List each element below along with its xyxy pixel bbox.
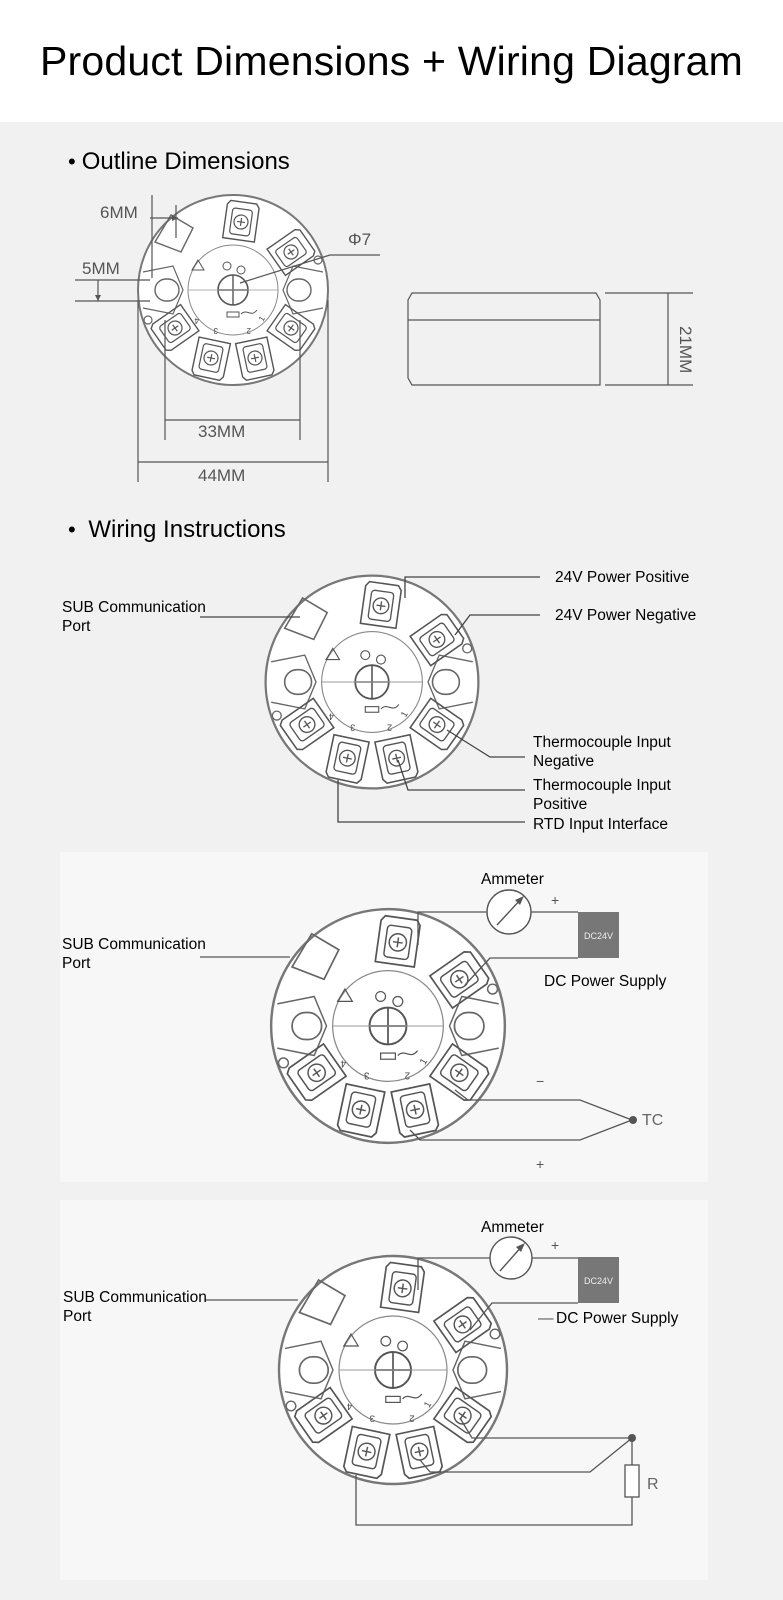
d2-sub-port-label: SUB Communication Port bbox=[62, 936, 206, 972]
dim-5mm: 5MM bbox=[82, 259, 120, 278]
tc-label: TC bbox=[642, 1112, 664, 1129]
d1-tc-negative-label: Thermocouple Input Negative bbox=[533, 734, 671, 770]
rtd-junction bbox=[628, 1434, 636, 1442]
dc-supply3-box-label: DC24V bbox=[583, 1276, 614, 1286]
dim-44mm: 44MM bbox=[198, 466, 246, 485]
outline-heading: • Outline Dimensions bbox=[68, 148, 290, 175]
d1-tc-positive-label: Thermocouple Input Positive bbox=[533, 777, 671, 813]
dim-21mm: 21MM bbox=[676, 326, 695, 374]
d2-ammeter-label: Ammeter bbox=[481, 871, 544, 888]
d3-minus: — bbox=[538, 1310, 554, 1327]
d1-power-negative-label: 24V Power Negative bbox=[555, 607, 697, 624]
resistor-icon bbox=[625, 1465, 639, 1497]
resistor-label: R bbox=[647, 1476, 659, 1493]
page-title: Product Dimensions + Wiring Diagram bbox=[39, 38, 744, 84]
wiring-module-1 bbox=[266, 576, 479, 789]
tc-plus: + bbox=[536, 1156, 545, 1172]
tc-junction bbox=[629, 1116, 637, 1124]
d1-sub-port-label: SUB Communication Port bbox=[62, 599, 206, 635]
d3-supply-label: DC Power Supply bbox=[556, 1310, 679, 1327]
d2-supply-label: DC Power Supply bbox=[544, 973, 667, 990]
d3-sub-port-label: SUB Communication Port bbox=[63, 1289, 207, 1325]
dim-phi7: Φ7 bbox=[348, 230, 372, 249]
wiring-heading: • Wiring Instructions bbox=[68, 516, 286, 543]
d3-ammeter-label: Ammeter bbox=[481, 1219, 544, 1236]
d1-rtd-label: RTD Input Interface bbox=[533, 816, 668, 833]
tc-minus: − bbox=[536, 1073, 545, 1089]
d1-power-positive-label: 24V Power Positive bbox=[555, 569, 690, 586]
wiring-module-3 bbox=[279, 1256, 507, 1484]
dc-plus: + bbox=[551, 892, 560, 908]
dim-33mm: 33MM bbox=[198, 422, 246, 441]
wiring-module-2 bbox=[271, 909, 505, 1143]
dc3-plus: + bbox=[551, 1237, 560, 1253]
dc-supply-box-label: DC24V bbox=[583, 931, 614, 941]
arrow-5mm bbox=[95, 295, 101, 301]
diagram-drawing: 1 2 DC24V + − + TC DC24V + R bbox=[0, 0, 783, 1600]
dim-6mm: 6MM bbox=[100, 203, 138, 222]
